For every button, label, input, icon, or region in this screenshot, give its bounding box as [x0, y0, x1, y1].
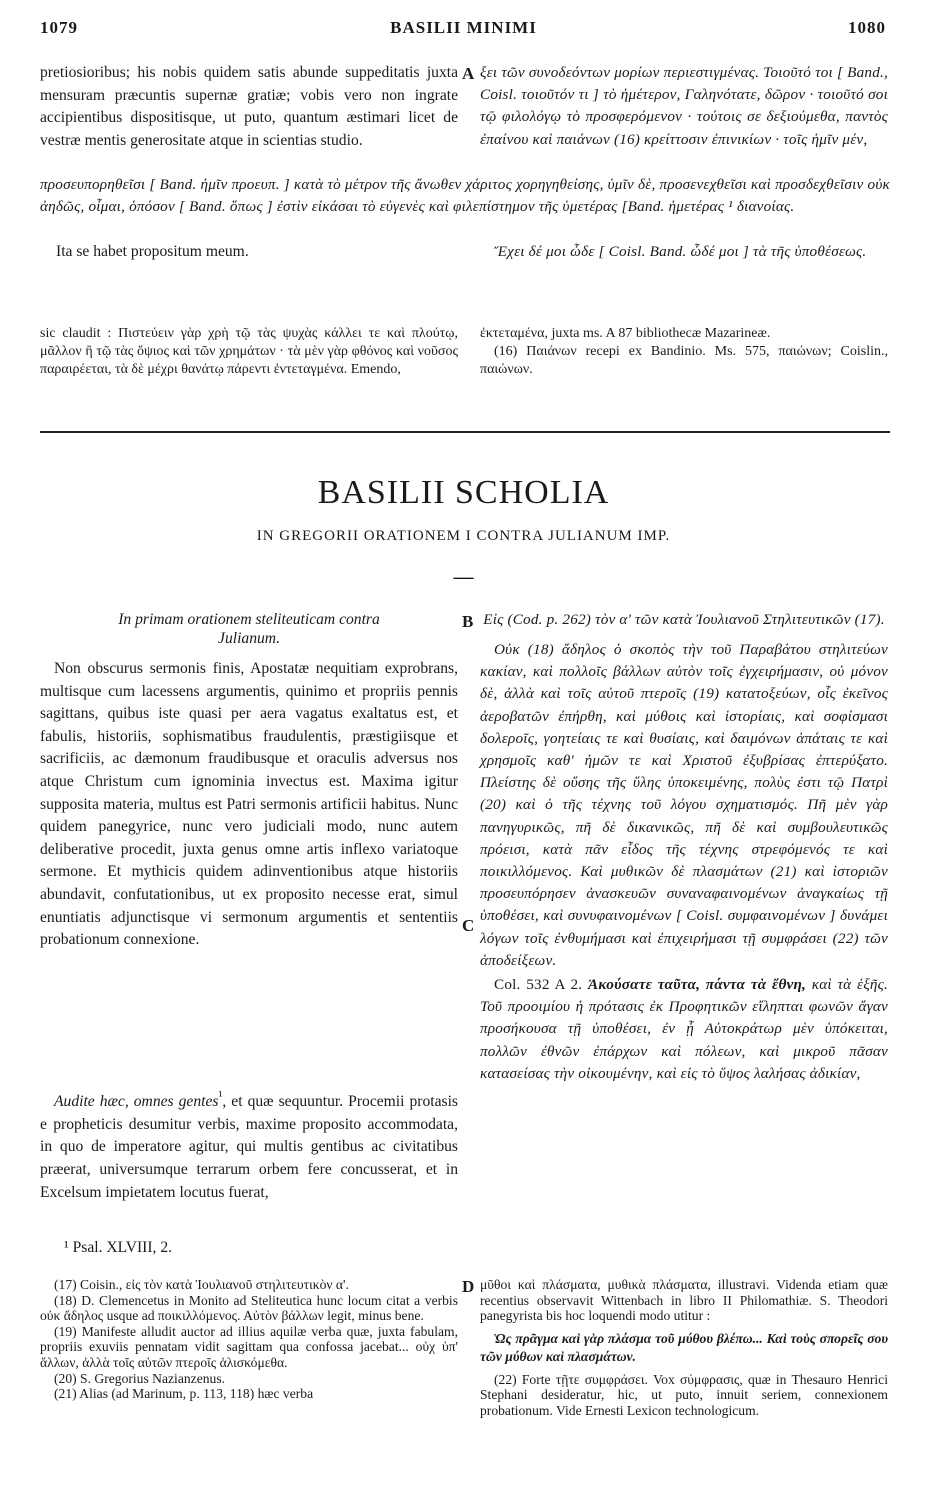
top-greek-close-text: Ἔχει δέ μοι ὧδε [ Coisl. Band. ὧδέ μοι ] τὰ τῆς ὑποθέσεως.: [494, 243, 867, 260]
top-greek-full-width: [40, 174, 890, 218]
left-paragraph-2: [40, 1085, 458, 1204]
left-para2-text: , et quæ sequuntur. Procemii protasis e propheticis desumitur verbis, maxime proposito accommodata, in quo de imperatore agitur, qui multis gentibus ac civitatibus præerat, universumque terrarum orbem fere concusserat, et in Excelsum impietatem locutus fuerat,: [40, 1093, 458, 1201]
footnotes-right: [480, 1277, 888, 1419]
left-column-para2: [40, 1085, 458, 1204]
left-column: [40, 610, 458, 952]
subtitle: IN GREGORII ORATIONEM I CONTRA JULIANUM IMP.: [256, 528, 671, 544]
footnote-quote: Ὡς πρᾶγμα καὶ γὰρ πλάσμα τοῦ μύθου βλέπω... Καὶ τοὺς σπορεῖς σου τῶν μύθων καὶ πλασμάτων.: [480, 1330, 888, 1364]
margin-letter-a: A: [462, 64, 475, 83]
main-title: BASILII SCHOLIA: [317, 474, 610, 511]
footnote-17: (17) Coisin., εἰς τὸν κατὰ Ἰουλιανοῦ στηλιτευτικὸν α'.: [54, 1277, 349, 1292]
top-note-right-line: ἐκτεταμένα, juxta ms. A 87 bibliothecæ Mazarineæ.: [480, 326, 771, 341]
footnote-18: (18) D. Clemencetus in Monito ad Steliteutica hunc locum citat a verbis οὐκ ἄδηλος usque ad ποικιλλόμενος. Αὐτὸν βάλλων legit, minus bene.: [40, 1292, 458, 1324]
footnote-19: (19) Manifeste alludit auctor ad illius aquilæ verba quæ, juxta fabulam, propriis exuviis pennatam vidit sagittam qua confossa jacebat... οὐχ ὑπ' ἄλλων, ἀλλὰ τοῖς αὐτῶν πτεροῖς ἁλισκόμεθα.: [40, 1323, 458, 1370]
top-latin-close: [56, 241, 456, 264]
top-note-left: [40, 325, 458, 379]
left-heading-line2: Julianum.: [218, 630, 280, 647]
left-para2-ref-mark: ¹: [218, 1088, 223, 1103]
left-paragraph-1: Non obscurus sermonis finis, Apostatæ nequitiam exprobrans, multisque cum lacessens argumentis, quinimo et propriis pennis sagittans, quibus iste quasi per aera vagatus exaltatus est, et fabulis, historiis, sophismatibus fraudulentis, præstigiisque et sacrificiis, ac dæmonum fraudibusque et oraculis adversus nos atque Christum cum ignominia invectus est. Maxima igitur supposita materia, multus est Patri sermonis artificii habitus. Nunc quidem panegyrice, nunc vero judiciali modo, nunc autem deliberative procedit, juxta genus omne artis inflexo variatoque sermone. Et mythicis quidem adinventionibus atque historiis abundavit, confutationibus, ut ex proposito necesse erat, simul enuntiatis adjunctisque vi sermonum argumentis et sententiis probationum connexione.: [40, 660, 458, 949]
footnotes-left: [40, 1277, 458, 1402]
top-greek-close: [480, 241, 888, 263]
scripture-reference: [64, 1237, 364, 1260]
right-para2-quote: Ἀκούσατε ταῦτα, πάντα τὰ ἔθνη,: [588, 976, 807, 994]
footnote-21-continuation: μῦθοι καὶ πλάσματα, μυθικὰ πλάσματα, illustravi. Videnda etiam quæ recentius observavit Wittenbach in libro II Philomathiæ. S. Theodori panegyrista bis hoc loquendi modo utitur :: [480, 1277, 888, 1324]
top-latin-close-text: Ita se habet propositum meum.: [56, 243, 249, 260]
margin-letter-c: C: [462, 916, 475, 935]
margin-letter-d: D: [462, 1277, 475, 1296]
margin-letter-b: B: [462, 612, 474, 631]
top-note-16: (16) Παιάνων recepi ex Bandinio. Ms. 575, παιώνων; Coislin., παιώνων.: [480, 344, 888, 377]
page-number-right: 1080: [848, 18, 886, 37]
scripture-reference-text: ¹ Psal. XLVIII, 2.: [64, 1239, 173, 1256]
top-greek-text: ξει τῶν συνοδεόντων μορίων περιεστιγμένας. Τοιοῦτό τοι [ Band., Coisl. τοιοῦτόν τι ] τὸ ἡμέτερον, Γαληνότατε, δῶρον · τοιοῦτό σοι τῷ φιλολόγῳ τὸ προσφερόμενον · τούτοις σε δεξιούμεθα, παντὸς ἐπαίνου καὶ παιάνων (16) κρείττοσιν ἐπινικίων · τοῖς ἡμῖν μέν,: [480, 64, 888, 148]
top-latin-text: pretiosioribus; his nobis quidem satis abunde suppeditatis juxta mensuram præcuntis supernæ gratiæ; vobis vero non ingrate accipientibus dispositisque, ut puto, quantum æstimari licet de vestræ mentis generositate atque in scientias studio.: [40, 64, 458, 149]
top-greek-paragraph: [480, 62, 888, 151]
footnote-20: (20) S. Gregorius Nazianzenus.: [54, 1370, 226, 1386]
right-heading: Εἰς (Cod. p. 262) τὸν α' τῶν κατὰ Ἰουλιανοῦ Στηλιτευτικῶν (17).: [483, 611, 885, 628]
footnote-22: (22) Forte τῇτε συμφράσει. Vox σύμφρασις, quæ in Thesauro Henrici Stephani desideratur, hic, ut puto, innuit seriem, connexionem probationum. Vide Ernesti Lexicon technologicum.: [480, 1371, 888, 1418]
left-para2-incipit: Audite hæc, omnes gentes: [54, 1093, 219, 1111]
right-paragraph-1: Οὐκ (18) ἄδηλος ὁ σκοπὸς τὴν τοῦ Παραβάτου στηλιτεύων κακίαν, καὶ πολλοῖς βάλλων αὐτὸν τοῖς ἐγχειρήμασιν, οὐ μόνον δὲ, ἀλλὰ καὶ τοῖς αὐτοῦ πτεροῖς (19) κατατοξεύων, οἷς ἐκεῖνος ἀεροβατῶν ἐπήρθη, καὶ μύθοις καὶ ἱστορίαις, καὶ σοφίσμασι δολεροῖς, γοητείαις τε καὶ θυσίαις, καὶ δαιμόνων ἀπάταις τε καὶ χρησμοῖς καθ' ἡμῶν τε καὶ Χριστοῦ ἐξυβρίσας ἐπτερύξατο. Πλείστης δὲ οὔσης τῆς ὕλης ὑποκειμένης, πολὺς ἐστι τῷ Πατρὶ (20) καὶ ὁ τῆς τέχνης τοῦ λόγου σχηματισμός. Πῆ μὲν γὰρ πανηγυρικῶς, πῆ δὲ δικανικῶς, πῆ δὲ καὶ συμβουλευτικῶς πρόεισι, κατὰ πᾶν εἶδος τῆς τέχνης στρεφόμενός τε καὶ ποικιλλόμενος. Καὶ μυθικῶν δὲ πλασμάτων (21) καὶ ἱστοριῶν προσευπόρησεν ἀνασκευῶν συναναφαινομένων ἀναγκαίως τῇ ὑποθέσει, καὶ συνυφαινομένων [ Coisl. συμφαινομένων ] δυνάμει λόγων τοῖς ἐνθυμήμασι καὶ ἐπιχειρήμασι τῇ συμφράσει (22) τῶν ἀποδείξεων.: [480, 641, 888, 969]
page-number-left: 1079: [40, 18, 78, 37]
top-latin-paragraph: [40, 62, 458, 152]
running-title: BASILII MINIMI: [390, 18, 537, 37]
column-reference: Col. 532 A 2.: [494, 976, 583, 994]
right-paragraph-2: [480, 974, 888, 1085]
title-dash: —: [453, 566, 474, 588]
top-note-right: [480, 325, 888, 379]
section-divider: [40, 431, 890, 433]
top-greek-full-text: προσευπορηθεῖσι [ Band. ἡμῖν προευπ. ] κατὰ τὸ μέτρον τῆς ἄνωθεν χάριτος χορηγηθείσης, ὑμῖν δὲ, προσενεχθεῖσι καὶ προσδεχθεῖσιν οὐκ ἀηδῶς, οἶμαι, ὁπόσον [ Band. ὅπως ] ἐστὶν εἰκάσαι τὸ εὐγενὲς καὶ φιλεπίστημον τῆς ὑμετέρας [Band. ἡμετέρας ¹ διανοίας.: [40, 176, 890, 216]
footnote-21: (21) Alias (ad Marinum, p. 113, 118) hæc verba: [54, 1386, 314, 1402]
right-para2-text: καὶ τὰ ἑξῆς. Τοῦ προοιμίου ἡ πρότασις ἐκ Προφητικῶν εἴληπται φωνῶν ἄγαν προσήκουσα τῇ ὑποθέσει, ἐν ᾗ Αὐτοκράτωρ μὲν ὑπόκειται, πολλῶν ἐθνῶν ἐπάρχων καὶ πόλεων, καὶ μικροῦ πᾶσαν κατασείσας τὴν οἰκουμένην, καὶ εἰς τὸ ὕψος λαλήσας ἀδικίαν,: [480, 976, 889, 1082]
left-heading-line1: In primam orationem steliteuticam contra: [118, 611, 380, 628]
top-note-left-text: sic claudit : Πιστεύειν γὰρ χρὴ τῷ τὰς ψυχὰς κάλλει τε καὶ πλούτῳ, μᾶλλον ἢ τῷ τὰς ὄψιος καὶ τῶν χρημάτων · τὰ μὲν γὰρ φθόνος καὶ νοῦσος παραιρέεται, τὰ δὲ μέχρι θανάτῳ πάρεντι ἐντεταγμένα. Emendo,: [40, 326, 458, 377]
right-column: [480, 610, 888, 1085]
